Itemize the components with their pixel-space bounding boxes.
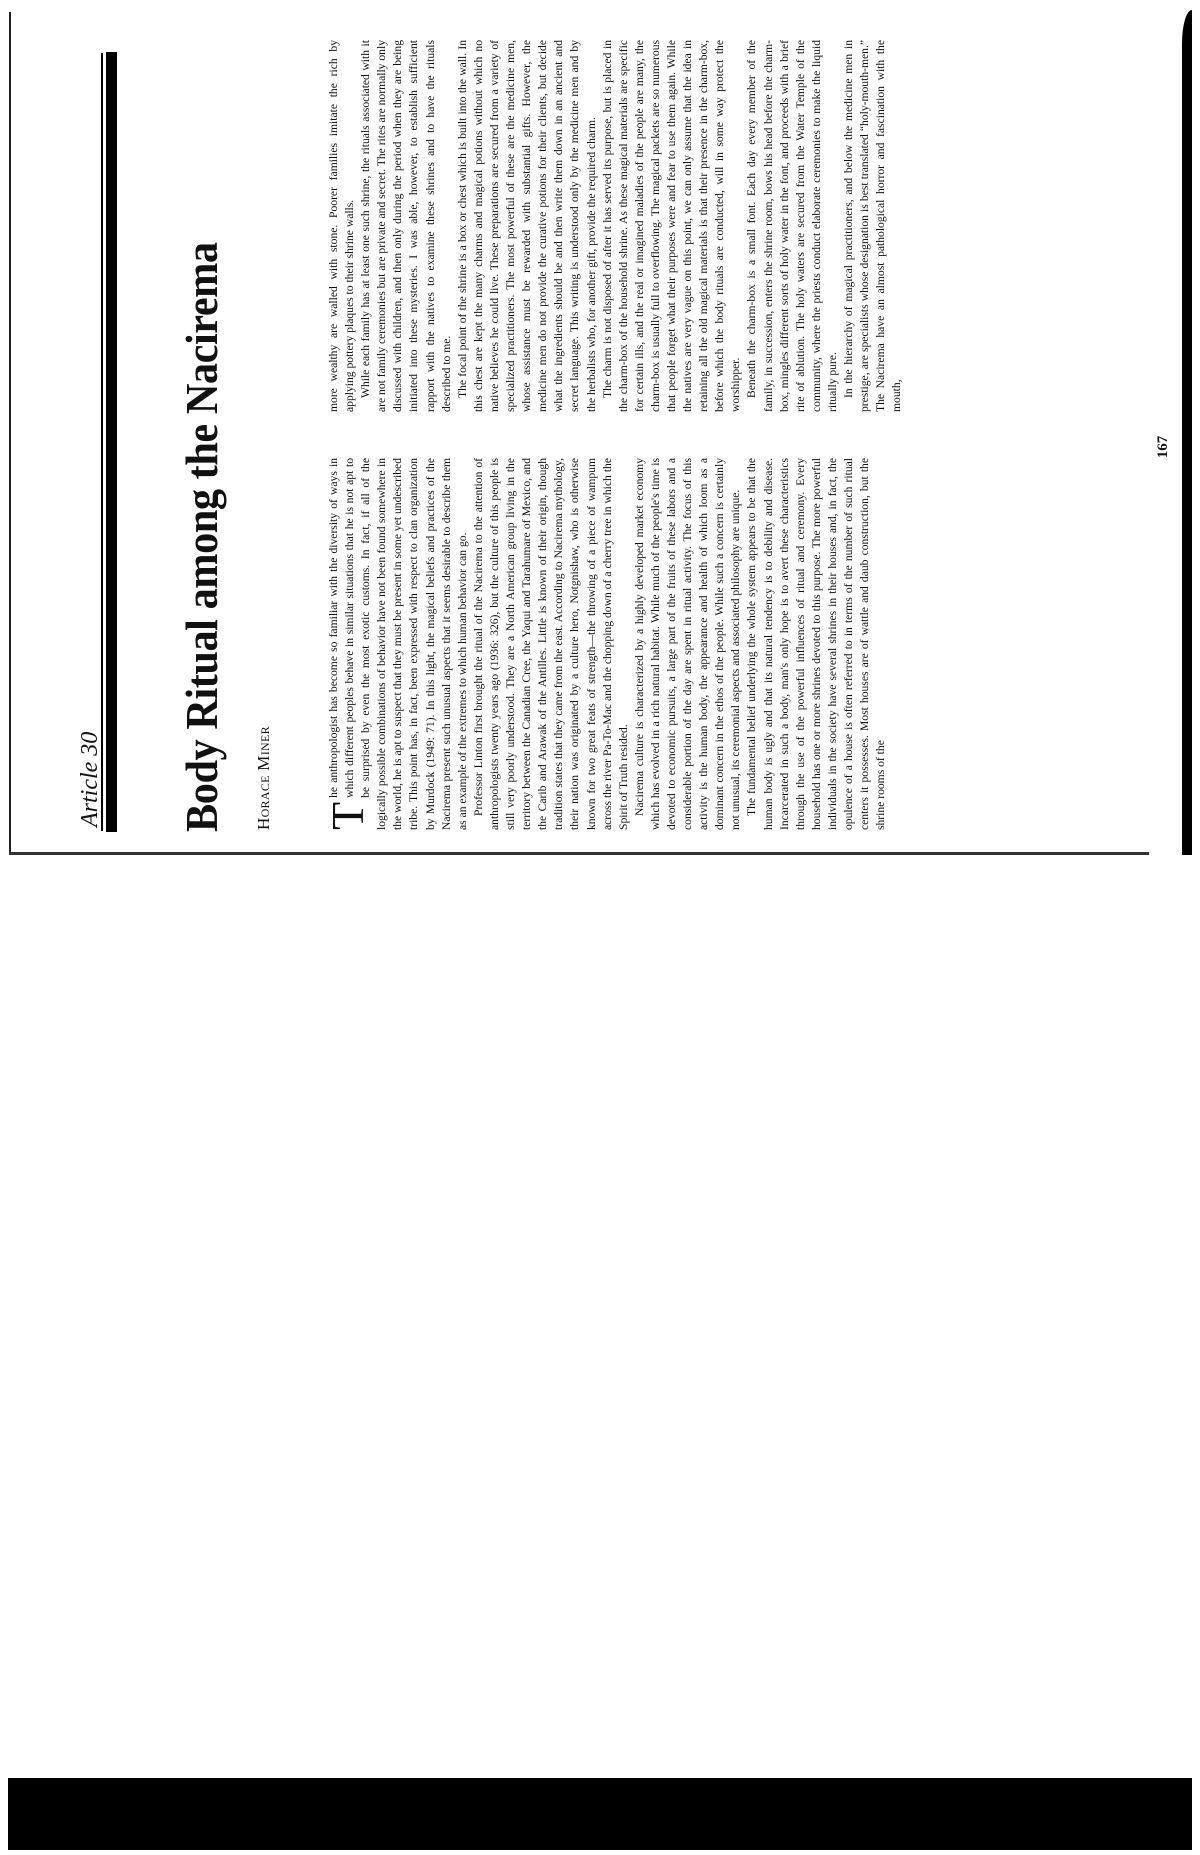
- paragraph: The charm is not disposed of after it has served its purpose, but is placed in the charm-box of the household shrine. As these magical materials are specific for certain ills, and the real or imagined maladies of the people are many, the charm-box is usually full to overflowing. The magical packets are so numerous that people forget what their purposes were and fear to use them again. While the natives are very vague on this point, we can only assume that the idea in retaining all the old magical materials is that their presence in the charm-box, before which the body rituals are conducted, will in some way protect the worshipper.: [600, 40, 743, 412]
- article-page: [0, 22, 1180, 852]
- drop-cap: T: [322, 801, 373, 830]
- text-column-1: [322, 458, 889, 830]
- text-column-2: [326, 40, 905, 412]
- page-number: 167: [1155, 435, 1171, 459]
- paragraph: [322, 458, 471, 830]
- paragraph: more wealthy are walled with stone. Poorer families imitate the rich by applying pottery plaques to their shrine walls.: [327, 40, 357, 412]
- scanner-black-band: [8, 1778, 1192, 1850]
- paragraph: Professor Linton first brought the ritual of the Nacirema to the attention of anthropologists twenty years ago (1936: 326), but the culture of this people is still very poorly understood. They are a North American group living in the territory between the Canadian Cree, the Yaqui and Tarahumare of Mexico, and the Carib and Arawak of the Antilles. Little is known of their origin, though tradition states that they came from the east. According to Nacirema mythology, their nation was originated by a culture hero, Notgnishaw, who is otherwise known for two great feats of strength—the throwing of a piece of wampum across the river Pa-To-Mac and the chopping down of a cherry tree in which the Spirit of Truth resided.: [471, 458, 630, 830]
- paragraph: The fundamental belief underlying the whole system appears to be that the human body is ugly and that its natural tendency is to debility and disease. Incarcerated in such a body, man's only hope is to avert these characteristics through the use of the powerful influences of ritual and ceremony. Every household has one or more shrines devoted to this purpose. The more powerful individuals in the society have several shrines in their houses and, in fact, the opulence of a house is often referred to in terms of the number of such ritual centers it possesses. Most houses are of wattle and daub construction, but the shrine rooms of the: [745, 458, 888, 830]
- paragraph: In the hierarchy of magical practitioners, and below the medicine men in prestige, are specialists whose designation is best translated “holy-mouth-men.” The Nacirema have an almost pathological horror and fascination with the mouth,: [842, 40, 904, 412]
- paragraph: While each family has at least one such shrine, the rituals associated with it are not family ceremonies but are private and secret. The rites are normally only discussed with children, and then only during the period when they are being initiated into these mysteries. I was able, however, to establish sufficient rapport with the natives to examine these shrines and to have the rituals described to me.: [359, 40, 453, 412]
- article-title: Body Ritual among the Nacirema: [176, 242, 227, 832]
- paragraph-text: he anthropologist has become so familiar with the diversity of ways in which different peoples behave in similar situations that he is not apt to be surprised by even the most exotic customs. In fact, if all of the logically possible combinations of behavior have not been found somewhere in the world, he is apt to suspect that they must be present in some yet undescribed tribe. This point has, in fact, been expressed with respect to clan organization by Murdock (1949: 71). In this light, the magical beliefs and practices of the Nacirema present such unusual aspects that it seems desirable to describe them as an example of the extremes to which human behavior can go.: [327, 458, 469, 830]
- article-author: Horace Miner: [254, 726, 273, 830]
- header-rule: [106, 52, 117, 832]
- paragraph: Nacirema culture is characterized by a highly developed market economy which has evolved in a rich natural habitat. While much of the people's time is devoted to economic pursuits, a large part of the fruits of these labors and a considerable portion of the day are spent in ritual activity. The focus of this activity is the human body, the appearance and health of which loom as a dominant concern in the ethos of the people. While such a concern is certainly not unusual, its ceremonial aspects and associated philosophy are unique.: [632, 458, 743, 830]
- page-binding-shadow: [1182, 10, 1192, 855]
- paragraph: Beneath the charm-box is a small font. Each day every member of the family, in succession, enters the shrine room, bows his head before the charm-box, mingles different sorts of holy water in the font, and proceeds with a brief rite of ablution. The holy waters are secured from the Water Temple of the community, where the priests conduct elaborate ceremonies to make the liquid ritually pure.: [745, 40, 839, 412]
- paragraph: The focal point of the shrine is a box or chest which is built into the wall. In this chest are kept the many charms and magical potions without which no native believes he could live. These preparations are secured from a variety of specialized practitioners. The most powerful of these are the medicine men, whose assistance must be rewarded with substantial gifts. However, the medicine men do not provide the curative potions for their clients, but decide what the ingredients should be and then write them down in an ancient and secret language. This writing is understood only by the medicine men and by the herbalists who, for another gift, provide the required charm.: [455, 40, 598, 412]
- page-edge-bottom: [9, 852, 1149, 855]
- article-label: Article 30: [77, 731, 103, 827]
